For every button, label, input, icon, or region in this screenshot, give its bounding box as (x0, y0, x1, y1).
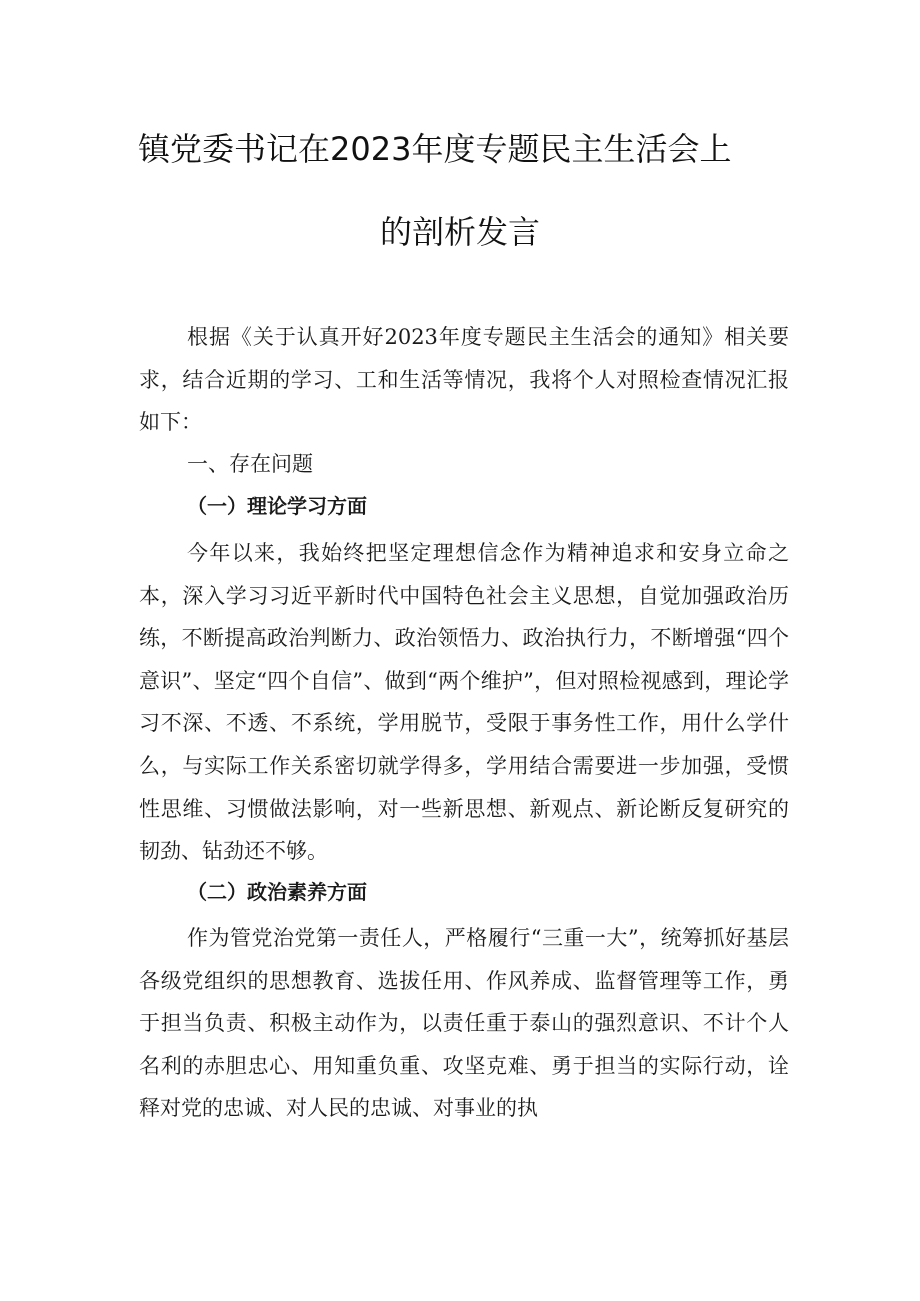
section-heading-problems: 一、存在问题 (187, 452, 313, 476)
document-title-line-1: 镇党委书记在2023年度专题民主生活会上 (138, 130, 732, 168)
subsection-heading-political-quality: （二）政治素养方面 (187, 880, 367, 904)
political-quality-paragraph: 作为管党治党第一责任人，严格履行“三重一大”，统筹抓好基层各级党组织的思想教育、选拔任用、作风养成、监督管理等工作，勇于担当负责、积极主动作为，以责任重于泰山的强烈意识、不计个人名利的赤胆忠心、用知重负重、攻坚克难、勇于担当的实际行动，诠释对党的忠诚、对人民的忠诚、对事业的执 (139, 926, 789, 1121)
theory-study-paragraph-block (139, 532, 789, 873)
subsection-heading-theory-study: （一）理论学习方面 (187, 494, 367, 518)
document-title-line-2: 的剖析发言 (379, 213, 540, 251)
intro-paragraph-block (139, 316, 789, 444)
intro-paragraph: 根据《关于认真开好2023年度专题民主生活会的通知》相关要求，结合近期的学习、工和生活等情况，我将个人对照检查情况汇报如下： (139, 325, 789, 435)
theory-study-paragraph: 今年以来，我始终把坚定理想信念作为精神追求和安身立命之本，深入学习习近平新时代中国特色社会主义思想，自觉加强政治历练，不断提高政治判断力、政治领悟力、政治执行力，不断增强“四个意识”、坚定“四个自信”、做到“两个维护”，但对照检视感到，理论学习不深、不透、不系统，学用脱节，受限于事务性工作，用什么学什么，与实际工作关系密切就学得多，学用结合需要进一步加强，受惯性思维、习惯做法影响，对一些新思想、新观点、新论断反复研究的韧劲、钻劲还不够。 (139, 541, 789, 864)
political-quality-paragraph-block (139, 917, 789, 1130)
